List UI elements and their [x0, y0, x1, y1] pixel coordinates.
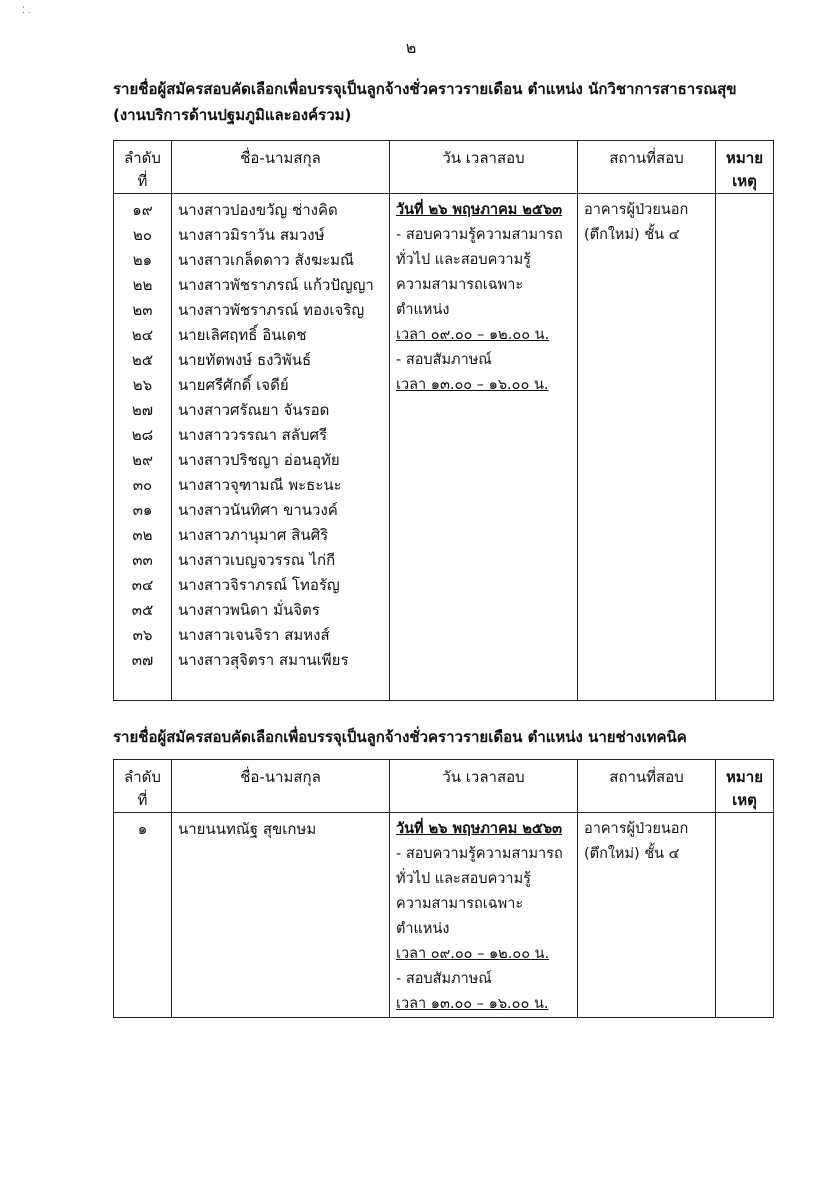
section1-name-column: [172, 194, 390, 701]
section1-header-row: [114, 141, 774, 194]
row-number: ๒๘: [131, 426, 154, 444]
header-exam-time: วัน เวลาสอบ: [390, 760, 578, 813]
applicant-name: นางสาววรรณา สลับศรี: [178, 426, 328, 444]
header-name: ชื่อ-นามสกุล: [172, 141, 390, 194]
row-number: ๒๗: [131, 401, 154, 419]
header-number: ลำดับ ที่: [114, 760, 172, 813]
exam-time-morning: เวลา ๐๙.๐๐ – ๑๒.๐๐ น.: [396, 327, 550, 343]
row-number: ๓๐: [132, 476, 153, 494]
applicant-name: นางสาวปองขวัญ ช่างคิด: [178, 201, 338, 219]
row-number: ๑๙: [132, 201, 153, 219]
section2-heading: รายชื่อผู้สมัครสอบคัดเลือกเพื่อบรรจุเป็นลูกจ้างชั่วคราวรายเดือน ตำแหน่ง นายช่างเทคนิค: [113, 728, 687, 746]
section2-remark: [716, 813, 774, 1018]
row-number: ๓๕: [131, 601, 154, 619]
applicant-name: นางสาวมิราวัน สมวงษ์: [178, 226, 325, 244]
applicant-name: นางสาวเกล็ดดาว สังฆะมณี: [178, 251, 354, 269]
applicant-name: นายทัตพงษ์ ธงวิพันธ์: [178, 351, 312, 369]
schedule-line: ทั่วไป และสอบความรู้: [396, 871, 531, 887]
section2-header-row: [114, 760, 774, 813]
applicant-name: นายศรีศักดิ์ เจดีย์: [178, 376, 289, 394]
applicant-name: นางสาวเบญจวรรณ ไก่กี: [178, 551, 336, 569]
row-number: ๒๑: [132, 251, 153, 269]
section1-heading: [113, 76, 793, 128]
header-remark: หมาย เหตุ: [716, 760, 774, 813]
header-exam-place: สถานที่สอบ: [578, 141, 716, 194]
applicant-name: นางสาวพัชราภรณ์ แก้วปัญญา: [178, 276, 374, 294]
row-number: ๒๐: [132, 226, 153, 244]
exam-time-afternoon: เวลา ๑๓.๐๐ – ๑๖.๐๐ น.: [396, 996, 549, 1012]
header-exam-place: สถานที่สอบ: [578, 760, 716, 813]
applicant-name: นางสาวปริชญา อ่อนอุทัย: [178, 451, 340, 469]
applicant-name: นางสาวศรัณยา จันรอด: [178, 401, 330, 419]
section2-number-column: [114, 813, 172, 1018]
header-exam-time: วัน เวลาสอบ: [390, 141, 578, 194]
section2-name-column: [172, 813, 390, 1018]
section2-exam-place: อาคารผู้ป่วยนอก (ตึกใหม่) ชั้น ๔: [578, 813, 716, 1018]
section1-remark: [716, 194, 774, 701]
header-number: ลำดับ ที่: [114, 141, 172, 194]
applicant-name: นางสาวจุฑามณี พะธะนะ: [178, 476, 342, 494]
applicant-name: นางสาวพนิดา มั่นจิตร: [178, 601, 320, 619]
row-number: ๓๗: [131, 651, 154, 669]
row-number: ๓๔: [131, 576, 154, 594]
page-number: ๒: [405, 38, 417, 57]
row-number: ๓๒: [132, 526, 153, 544]
applicant-name: นางสาวภานุมาศ สินศิริ: [178, 526, 329, 544]
row-number: ๒๓: [132, 301, 153, 319]
scan-mark: ⁚ .: [22, 6, 31, 16]
row-number: ๒๕: [131, 351, 154, 369]
section2-table: [113, 759, 774, 1018]
schedule-line: - สอบสัมภาษณ์: [396, 352, 492, 368]
row-number: ๒๙: [132, 451, 153, 469]
section1-exam-place: อาคารผู้ป่วยนอก (ตึกใหม่) ชั้น ๔: [578, 194, 716, 701]
exam-time-afternoon: เวลา ๑๓.๐๐ – ๑๖.๐๐ น.: [396, 377, 549, 393]
applicant-name: นางสาวเจนจิรา สมหงส์: [178, 626, 330, 644]
section1-body-row: [114, 194, 774, 701]
applicant-name: นางสาวนันทิศา ขานวงค์: [178, 501, 338, 519]
row-number: ๑: [137, 820, 148, 838]
schedule-line: - สอบความรู้ความสามารถ: [396, 227, 563, 243]
schedule-line: - สอบสัมภาษณ์: [396, 971, 492, 987]
schedule-line: - สอบความรู้ความสามารถ: [396, 846, 563, 862]
schedule-line: ความสามารถเฉพาะตำแหน่ง: [396, 896, 524, 937]
section1-table: [113, 140, 774, 701]
exam-date: วันที่ ๒๖ พฤษภาคม ๒๕๖๓: [396, 821, 563, 837]
schedule-line: ความสามารถเฉพาะตำแหน่ง: [396, 277, 524, 318]
applicant-name: นางสาวจิราภรณ์ โทอรัญ: [178, 576, 340, 594]
applicant-name: นางสาวพัชราภรณ์ ทองเจริญ: [178, 301, 365, 319]
schedule-line: ทั่วไป และสอบความรู้: [396, 252, 531, 268]
header-remark: หมาย เหตุ: [716, 141, 774, 194]
row-number: ๒๒: [132, 276, 153, 294]
section1-heading-line2: (งานบริการด้านปฐมภูมิและองค์รวม): [113, 106, 352, 124]
applicant-name: นางสาวสุจิตรา สมานเพียร: [178, 651, 349, 669]
section1-number-column: [114, 194, 172, 701]
applicant-name: นายนนทณัฐ สุขเกษม: [178, 820, 317, 838]
section2-body-row: [114, 813, 774, 1018]
exam-time-morning: เวลา ๐๙.๐๐ – ๑๒.๐๐ น.: [396, 946, 550, 962]
row-number: ๓๑: [132, 501, 153, 519]
header-name: ชื่อ-นามสกุล: [172, 760, 390, 813]
section1-heading-line1: รายชื่อผู้สมัครสอบคัดเลือกเพื่อบรรจุเป็นลูกจ้างชั่วคราวรายเดือน ตำแหน่ง นักวิชาการสาธารณสุข: [113, 80, 737, 98]
exam-date: วันที่ ๒๖ พฤษภาคม ๒๕๖๓: [396, 202, 563, 218]
row-number: ๒๔: [131, 326, 154, 344]
section2-exam-schedule: [390, 813, 578, 1018]
section1-exam-schedule: [390, 194, 578, 701]
row-number: ๓๓: [132, 551, 153, 569]
row-number: ๒๖: [132, 376, 153, 394]
row-number: ๓๖: [132, 626, 153, 644]
applicant-name: นายเลิศฤทธิ์ อินเดช: [178, 326, 307, 344]
